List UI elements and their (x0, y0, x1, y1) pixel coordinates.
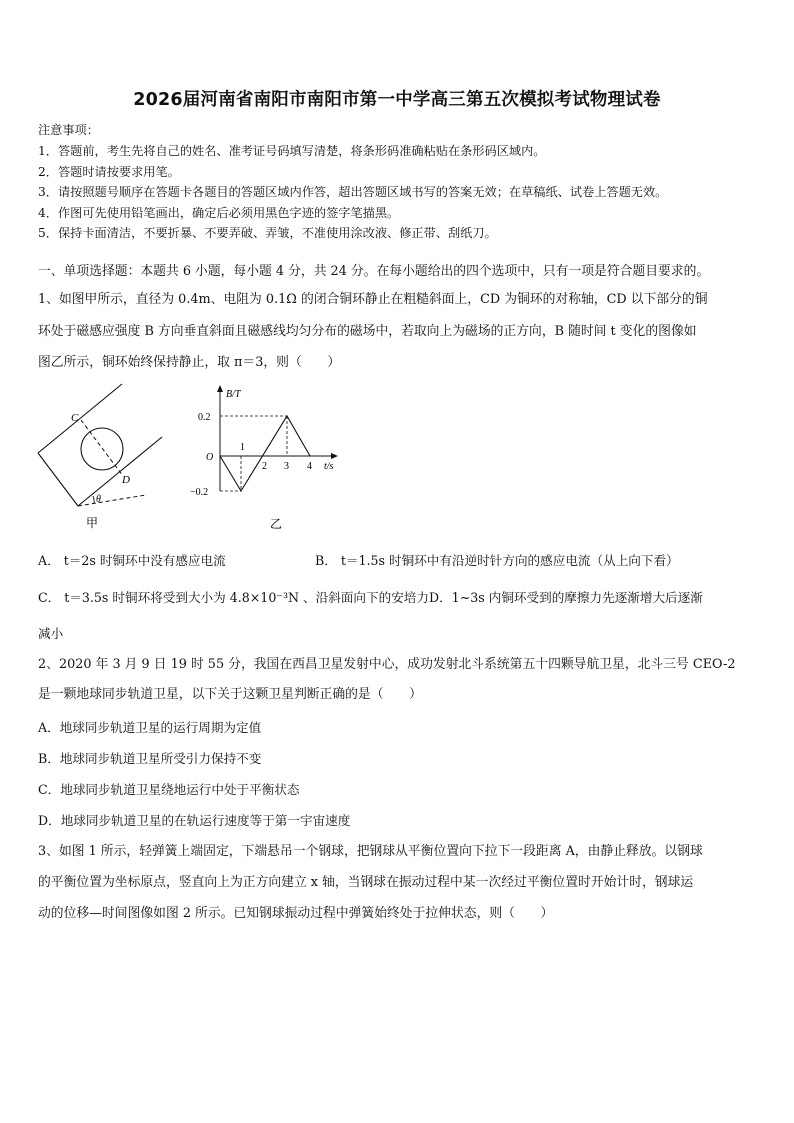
question-text-line: 2、2020 年 3 月 9 日 19 时 55 分，我国在西昌卫星发射中心，成功发射北斗系统第五十四颗导航卫星，北斗三号 CEO-2 (38, 657, 736, 672)
option-c-d: C． t＝3.5s 时铜环将受到大小为 4.8×10⁻³N 、沿斜面向下的安培力D．1~3s 内铜环受到的摩擦力先逐渐增大后逐渐 (38, 590, 703, 605)
caption-jia: 甲 (86, 516, 99, 530)
option-b: B．地球同步轨道卫星所受引力保持不变 (38, 751, 262, 766)
option-c: C．地球同步轨道卫星绕地运行中处于平衡状态 (38, 782, 300, 797)
x-tick-label: 2 (262, 461, 267, 472)
origin-label: O (206, 452, 214, 463)
question-text-line: 的平衡位置为坐标原点，竖直向上为正方向建立 x 轴，当钢球在振动过程中某一次经过平衡位置时开始计时，钢球运 (38, 875, 694, 890)
option-a: A． t＝2s 时铜环中没有感应电流 (38, 553, 226, 568)
label-c: C (71, 412, 79, 424)
notice-item: 2．答题时请按要求用笔。 (38, 165, 180, 179)
question-text-line: 环处于磁感应强度 B 方向垂直斜面且磁感线均匀分布的磁场中，若取向上为磁场的正方向，B 随时间 t 变化的图像如 (38, 324, 697, 339)
label-d: D (122, 474, 130, 486)
x-axis-label: t/s (324, 461, 334, 472)
notice-item: 4．作图可先使用铅笔画出，确定后必须用黑色字迹的签字笔描黑。 (38, 206, 400, 220)
figure-yi (186, 383, 346, 533)
y-tick-label: −0.2 (190, 487, 209, 498)
page-title: 2026届河南省南阳市南阳市第一中学高三第五次模拟考试物理试卷 (133, 90, 661, 110)
caption-yi: 乙 (270, 517, 283, 531)
option-a: A．地球同步轨道卫星的运行周期为定值 (38, 720, 262, 735)
label-theta: θ (96, 494, 101, 505)
question-text-line: 图乙所示，铜环始终保持静止，取 π＝3，则（ ） (38, 355, 341, 370)
y-axis-label: B/T (226, 389, 241, 400)
option-b: B． t＝1.5s 时铜环中有沿逆时针方向的感应电流（从上向下看） (315, 553, 679, 568)
y-tick-label: 0.2 (198, 412, 211, 423)
notice-heading: 注意事项： (38, 123, 99, 137)
notice-item: 1．答题前，考生先将自己的姓名、准考证号码填写清楚，将条形码准确粘贴在条形码区域内。 (38, 144, 546, 158)
x-tick-label: 4 (307, 461, 312, 472)
question-text-line: 3、如图 1 所示，轻弹簧上端固定，下端悬吊一个钢球，把钢球从平衡位置向下拉下一段距离 A，由静止释放。以钢球 (38, 844, 703, 859)
question-text-line: 动的位移—时间图像如图 2 所示。已知钢球振动过程中弹簧始终处于拉伸状态，则（ ） (38, 906, 554, 921)
notice-item: 5．保持卡面清洁，不要折暴、不要弄破、弄皱，不准使用涂改液、修正带、刮纸刀。 (38, 226, 497, 240)
x-tick-label: 3 (284, 461, 289, 472)
section-heading: 一、单项选择题：本题共 6 小题，每小题 4 分，共 24 分。在每小题给出的四个选项中，只有一项是符合题目要求的。 (38, 264, 710, 279)
option-d-continued: 减小 (38, 626, 64, 641)
notice-item: 3．请按照题号顺序在答题卡各题目的答题区域内作答，超出答题区域书写的答案无效；在草稿纸、试卷上答题无效。 (38, 185, 668, 199)
x-tick-label: 1 (240, 442, 245, 453)
option-d: D．地球同步轨道卫星的在轨运行速度等于第一宇宙速度 (38, 813, 351, 828)
question-text-line: 是一颗地球同步轨道卫星，以下关于这颗卫星判断正确的是（ ） (38, 687, 422, 702)
question-text-line: 1、如图甲所示，直径为 0.4m、电阻为 0.1Ω 的闭合铜环静止在粗糙斜面上，CD 为铜环的对称轴，CD 以下部分的铜 (38, 292, 708, 307)
figure-jia (36, 378, 166, 533)
